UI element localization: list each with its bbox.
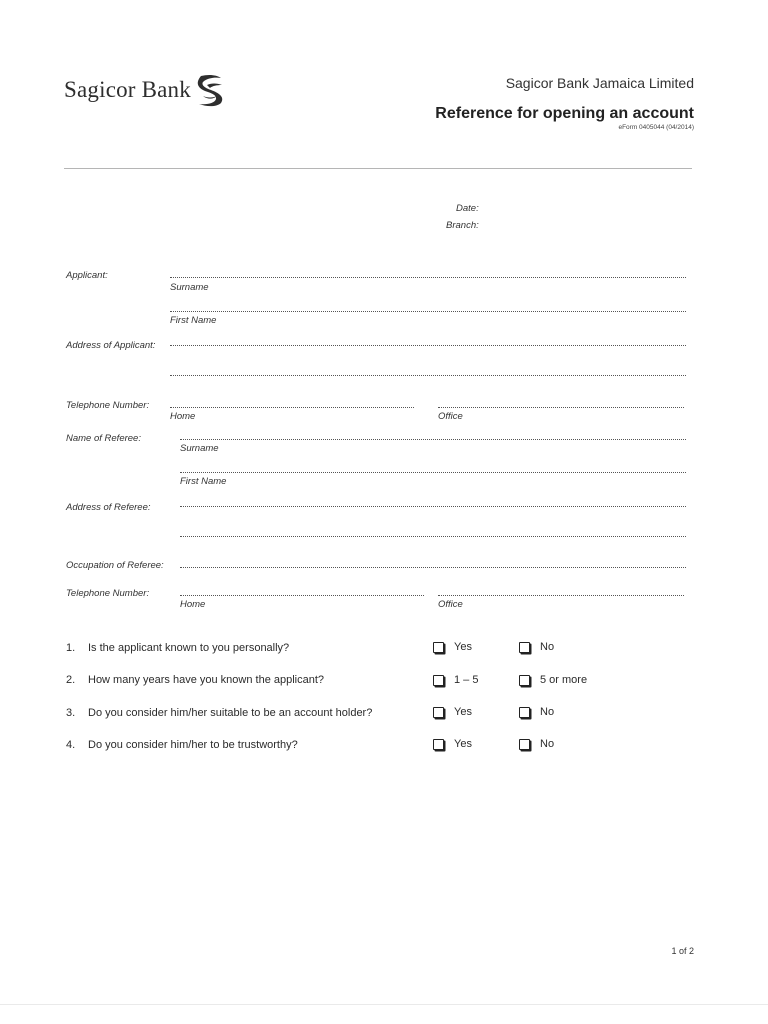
referee-surname-field[interactable] <box>180 439 686 440</box>
referee-address-label: Address of Referee: <box>66 502 151 513</box>
referee-name-label: Name of Referee: <box>66 433 141 444</box>
applicant-home-caption: Home <box>170 411 196 422</box>
applicant-surname-caption: Surname <box>170 282 209 293</box>
date-label: Date: <box>456 203 479 214</box>
referee-address-field-2[interactable] <box>180 536 686 537</box>
checkbox-icon <box>519 707 530 718</box>
applicant-firstname-caption: First Name <box>170 315 217 326</box>
question-3-no-checkbox[interactable] <box>519 706 554 718</box>
referee-occupation-field[interactable] <box>180 567 686 568</box>
applicant-office-caption: Office <box>438 411 463 422</box>
sagicor-logo <box>64 72 227 108</box>
applicant-label: Applicant: <box>66 270 108 281</box>
referee-occupation-label: Occupation of Referee: <box>66 560 164 571</box>
question-1-yes-checkbox[interactable] <box>433 641 472 653</box>
question-4-text: Do you consider him/her to be trustworthy? <box>88 739 298 751</box>
referee-office-phone-field[interactable] <box>438 595 684 596</box>
referee-home-phone-field[interactable] <box>180 595 424 596</box>
question-4-no-checkbox[interactable] <box>519 738 554 750</box>
question-4-number: 4. <box>66 739 76 751</box>
question-1-text: Is the applicant known to you personally? <box>88 642 290 654</box>
applicant-address-field-2[interactable] <box>170 375 686 376</box>
applicant-firstname-field[interactable] <box>170 311 686 312</box>
checkbox-icon <box>433 739 444 750</box>
applicant-surname-field[interactable] <box>170 277 686 278</box>
question-2-text: How many years have you known the applicant? <box>88 674 325 686</box>
applicant-home-phone-field[interactable] <box>170 407 414 408</box>
applicant-office-phone-field[interactable] <box>438 407 684 408</box>
question-3-number: 3. <box>66 707 76 719</box>
question-4-yes-checkbox[interactable] <box>433 738 472 750</box>
question-4-yes-label: Yes <box>454 738 472 750</box>
question-2-1-5-label: 1 – 5 <box>454 674 479 686</box>
referee-address-field-1[interactable] <box>180 506 686 507</box>
checkbox-icon <box>433 642 444 653</box>
branch-label: Branch: <box>446 220 479 231</box>
question-1-no-label: No <box>540 641 555 653</box>
question-1-number: 1. <box>66 642 76 654</box>
page-bottom-edge <box>0 1004 768 1005</box>
header-divider <box>64 168 692 169</box>
company-name: Sagicor Bank Jamaica Limited <box>505 75 694 91</box>
question-3-text: Do you consider him/her suitable to be an account holder? <box>88 707 373 719</box>
referee-firstname-field[interactable] <box>180 472 686 473</box>
applicant-telephone-label: Telephone Number: <box>66 400 150 411</box>
checkbox-icon <box>433 707 444 718</box>
checkbox-icon <box>433 675 444 686</box>
sagicor-swirl-icon <box>195 72 227 108</box>
question-3-yes-label: Yes <box>454 706 472 718</box>
question-3-no-label: No <box>540 706 555 718</box>
checkbox-icon <box>519 675 530 686</box>
logo-text: Sagicor Bank <box>64 77 191 102</box>
form-code: eForm 0405044 (04/2014) <box>618 124 694 131</box>
question-4-no-label: No <box>540 738 555 750</box>
referee-surname-caption: Surname <box>180 443 219 454</box>
question-3-yes-checkbox[interactable] <box>433 706 472 718</box>
checkbox-icon <box>519 642 530 653</box>
question-1-no-checkbox[interactable] <box>519 641 554 653</box>
referee-firstname-caption: First Name <box>180 476 227 487</box>
referee-telephone-label: Telephone Number: <box>66 588 150 599</box>
question-2-5-or-more-label: 5 or more <box>540 674 588 686</box>
question-1-yes-label: Yes <box>454 641 472 653</box>
checkbox-icon <box>519 739 530 750</box>
question-2-number: 2. <box>66 674 76 686</box>
page-title: Reference for opening an account <box>435 105 694 122</box>
page-number: 1 of 2 <box>671 946 694 956</box>
question-2-1-5-checkbox[interactable] <box>433 674 478 686</box>
referee-office-caption: Office <box>438 599 463 610</box>
applicant-address-field-1[interactable] <box>170 345 686 346</box>
question-2-5-or-more-checkbox[interactable] <box>519 674 587 686</box>
applicant-address-label: Address of Applicant: <box>66 340 156 351</box>
referee-home-caption: Home <box>180 599 206 610</box>
